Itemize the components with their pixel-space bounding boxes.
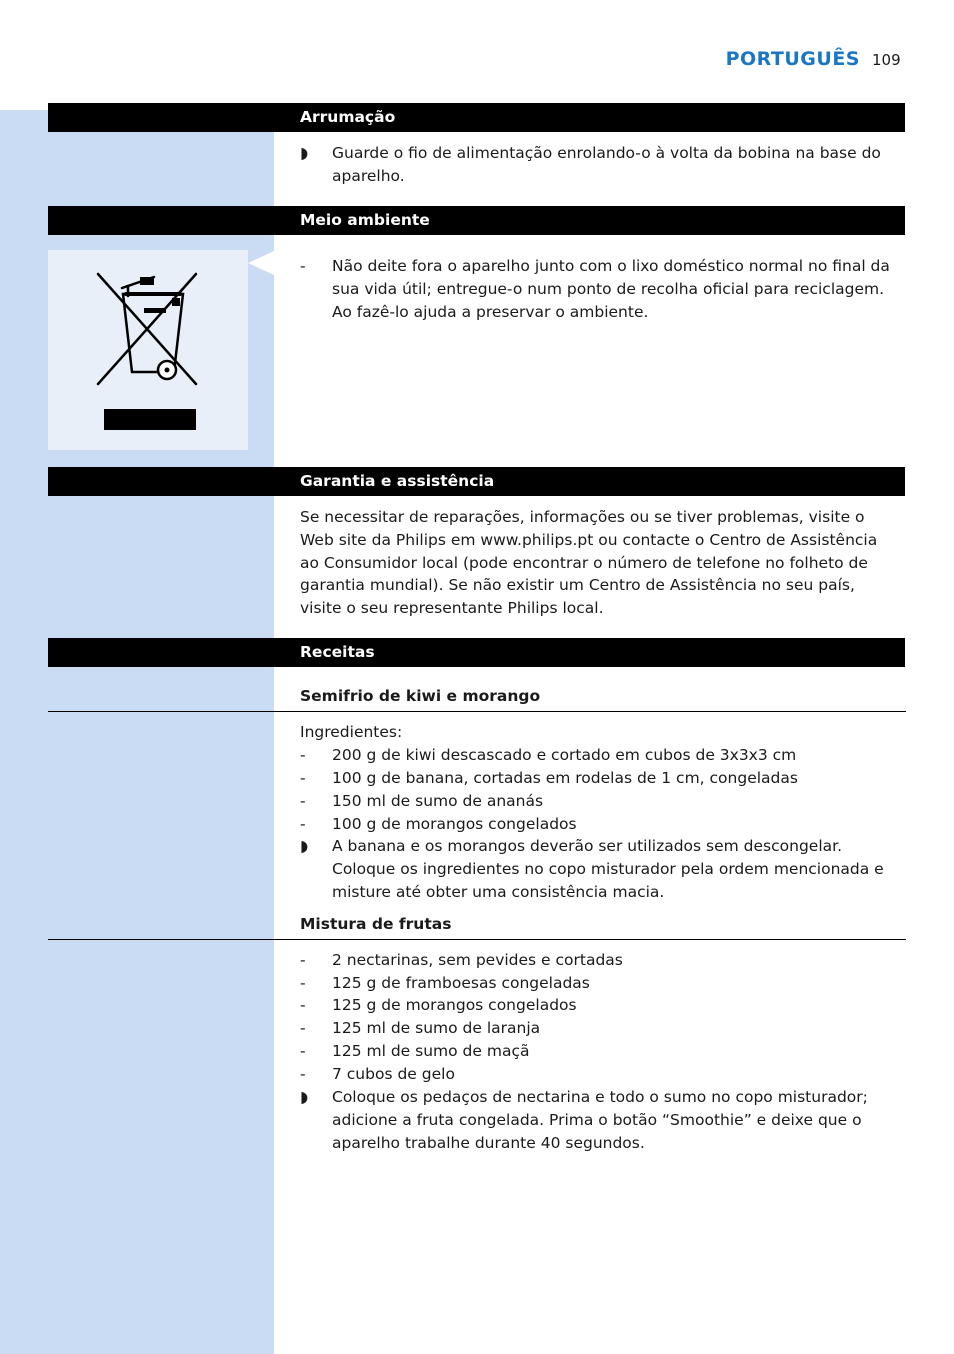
bullet-marker: ◗ [300,837,309,855]
item-text: Guarde o fio de alimentação enrolando-o à volta da bobina na base do aparelho. [332,144,881,185]
dash-marker: - [300,1042,306,1060]
dash-marker: - [300,1019,306,1037]
section-title: Meio ambiente [300,211,430,229]
section-bar-receitas [48,638,905,667]
ingredients-label: Ingredientes: [300,723,403,741]
callout-notch [248,251,274,275]
section-bar-meio-ambiente [48,206,905,235]
divider [48,711,906,712]
item-text: Não deite fora o aparelho junto com o lixo doméstico normal no final da sua vida útil; entregue-o num ponto de recolha oficial para reciclagem. Ao fazê-lo ajuda a preservar o ambiente. [332,257,890,321]
dash-marker: - [300,996,306,1014]
dash-marker: - [300,792,306,810]
dash-marker: - [300,974,306,992]
ingredient-text: 2 nectarinas, sem pevides e cortadas [332,951,623,969]
step-text: A banana e os morangos deverão ser utilizados sem descongelar. Coloque os ingredientes no copo misturador pela ordem mencionada e misture até obter uma consistência macia. [332,837,884,901]
recipe-title: Semifrio de kiwi e morango [300,687,541,705]
section-bar-arrumacao [48,103,905,132]
bullet-marker: ◗ [300,144,309,162]
dash-marker: - [300,951,306,969]
section-title: Arrumação [300,108,396,126]
section-title: Garantia e assistência [300,472,495,490]
step-text: Coloque os pedaços de nectarina e todo o sumo no copo misturador; adicione a fruta congelada. Prima o botão “Smoothie” e deixe que o aparelho trabalhe durante 40 segundos. [332,1088,868,1152]
ingredient-text: 200 g de kiwi descascado e cortado em cubos de 3x3x3 cm [332,746,797,764]
ingredient-text: 125 ml de sumo de maçã [332,1042,530,1060]
ingredient-text: 7 cubos de gelo [332,1065,455,1083]
dash-marker: - [300,746,306,764]
section-bar-garantia [48,467,905,496]
section-title: Receitas [300,643,375,661]
ingredient-text: 100 g de morangos congelados [332,815,577,833]
dash-marker: - [300,769,306,787]
bullet-marker: ◗ [300,1088,309,1106]
warranty-text-before: Se necessitar de reparações, informações ou se tiver problemas, visite o Web site da Philips em [300,508,865,549]
recipe-title: Mistura de frutas [300,915,452,933]
dash-marker: - [300,257,306,275]
crossed-out-wheelie-bin-icon [48,250,248,450]
warranty-text-after: ou contacte o Centro de Assistência ao Consumidor local (pode encontrar o número de telefone no folheto de garantia mundial). Se não existir um Centro de Assistência no seu país, visite o seu representante Philips local. [300,530,878,618]
recycling-icon-box [48,250,248,450]
ingredient-text: 125 g de morangos congelados [332,996,577,1014]
dash-marker: - [300,1065,306,1083]
language-heading: PORTUGUÊS [725,48,860,70]
ingredient-text: 150 ml de sumo de ananás [332,792,544,810]
dash-marker: - [300,815,306,833]
ingredient-text: 100 g de banana, cortadas em rodelas de 1 cm, congeladas [332,769,798,787]
page-number: 109 [872,51,901,69]
ingredient-text: 125 g de framboesas congeladas [332,974,590,992]
philips-website-link[interactable]: www.philips.pt [480,530,594,549]
warranty-paragraph [300,506,890,620]
ingredient-text: 125 ml de sumo de laranja [332,1019,541,1037]
divider [48,939,906,940]
